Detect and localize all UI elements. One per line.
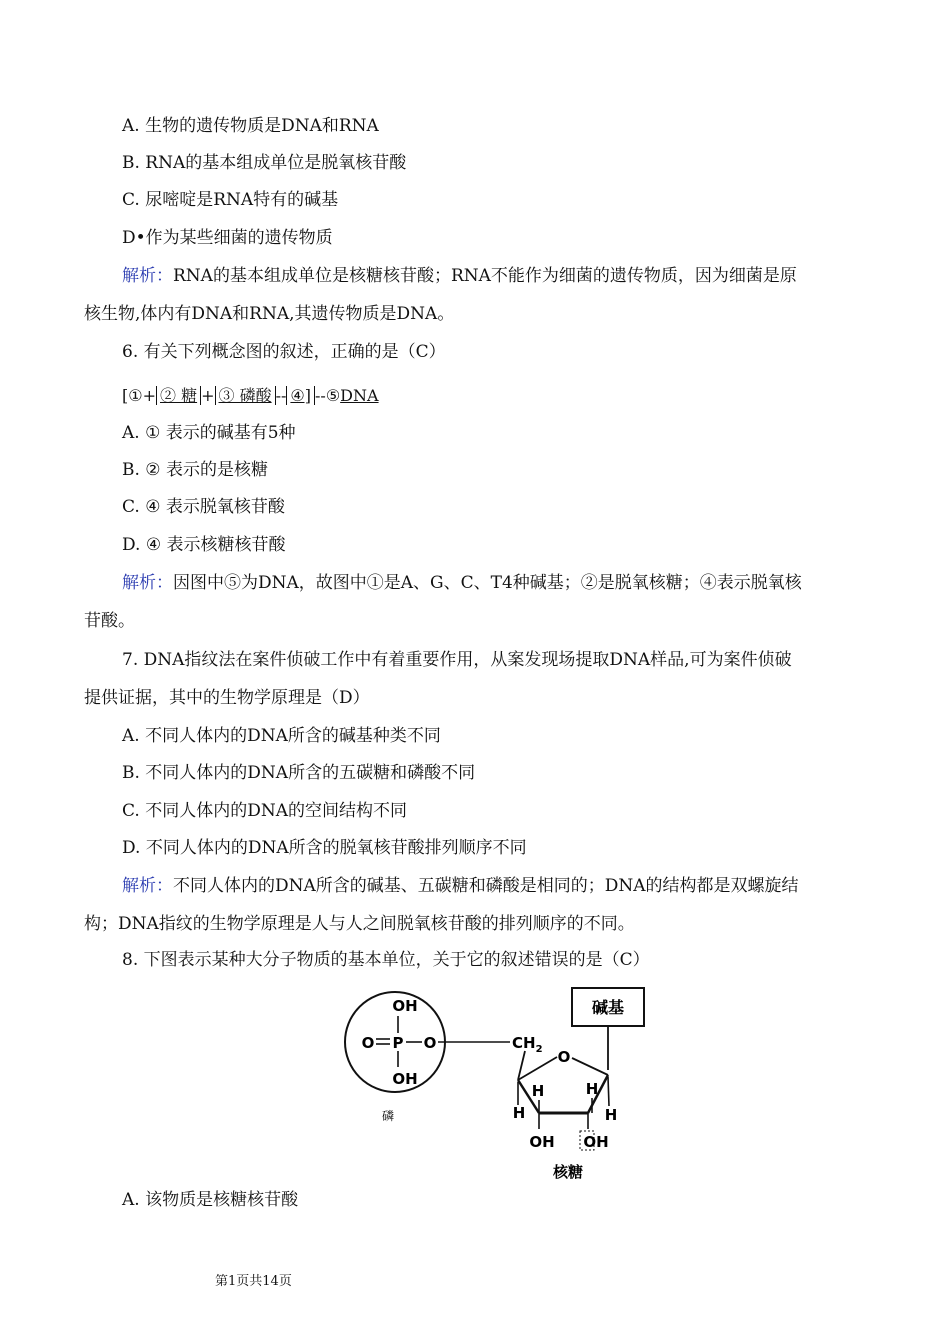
concept-phosphate-box: ③ 磷酸 — [215, 386, 276, 405]
h-left-lower: H — [512, 1104, 526, 1122]
phosphate-o-left: O — [361, 1034, 375, 1052]
q7-question: 7. DNA指纹法在案件侦破工作中有着重要作用，从案发现场提取DNA样品,可为案件侦破 — [122, 650, 792, 670]
q6-option-d: D. ④ 表示核糖核苷酸 — [122, 535, 286, 555]
q5-analysis-cont: 核生物,体内有DNA和RNA,其遗传物质是DNA。 — [84, 304, 455, 324]
concept-nucleotide-box: ④] — [286, 386, 315, 405]
q5-option-c: C. 尿嘧啶是RNA特有的碱基 — [122, 190, 339, 210]
h-right-lower: H — [604, 1106, 618, 1124]
q6-analysis-text: 因图中⑤为DNA，故图中①是A、G、C、T4种碱基；②是脱氧核糖；④表示脱氧核 — [173, 573, 802, 593]
concept-open: [①+ — [122, 386, 156, 405]
q7-option-b: B. 不同人体内的DNA所含的五碳糖和磷酸不同 — [122, 763, 476, 783]
oh-right: OH — [583, 1133, 609, 1151]
analysis-label: 解析： — [122, 876, 173, 896]
phosphate-o-right: O — [423, 1034, 437, 1052]
concept-sugar-box: ② 糖 — [156, 386, 201, 405]
q7-analysis-text: 不同人体内的DNA所含的碱基、五碳糖和磷酸是相同的；DNA的结构都是双螺旋结 — [173, 876, 799, 896]
q6-analysis — [122, 571, 802, 595]
concept-plus: + — [201, 386, 215, 405]
q8-question: 8. 下图表示某种大分子物质的基本单位，关于它的叙述错误的是（C） — [122, 950, 650, 970]
q8-option-a: A. 该物质是核糖核苷酸 — [122, 1190, 299, 1210]
q7-option-c: C. 不同人体内的DNA的空间结构不同 — [122, 801, 407, 821]
h-left-upper: H — [531, 1082, 545, 1100]
q7-question-cont: 提供证据，其中的生物学原理是（D） — [84, 688, 370, 708]
q7-option-d: D. 不同人体内的DNA所含的脱氧核苷酸排列顺序不同 — [122, 838, 527, 858]
oh-left: OH — [529, 1133, 555, 1151]
concept-dna: DNA — [340, 386, 379, 405]
concept-dash2: --⑤ — [315, 386, 341, 405]
q7-analysis — [122, 874, 799, 898]
q6-concept-map — [122, 384, 379, 408]
nucleotide-figure — [330, 985, 660, 1185]
q5-option-d: D•作为某些细菌的遗传物质 — [122, 228, 333, 248]
q6-analysis-cont: 苷酸。 — [84, 611, 135, 631]
phosphate-oh-top: OH — [392, 997, 418, 1015]
q6-question: 6. 有关下列概念图的叙述，正确的是（C） — [122, 342, 446, 362]
h-right-upper: H — [585, 1080, 599, 1098]
phosphate-caption: 磷 — [381, 1109, 395, 1123]
phosphate-oh-bottom: OH — [392, 1070, 418, 1088]
q5-option-a: A. 生物的遗传物质是DNA和RNA — [122, 116, 379, 136]
q7-analysis-cont: 构；DNA指纹的生物学原理是人与人之间脱氧核苷酸的排列顺序的不同。 — [84, 914, 635, 934]
q5-option-b: B. RNA的基本组成单位是脱氧核苷酸 — [122, 153, 407, 173]
q5-analysis — [122, 264, 797, 288]
analysis-label: 解析： — [122, 266, 173, 286]
ring-oxygen: O — [557, 1048, 571, 1066]
page-footer: 第1页共14页 — [215, 1274, 292, 1289]
concept-dash1: -- — [275, 386, 287, 405]
ch2-label: $CH_2$ — [512, 1034, 543, 1055]
q6-option-b: B. ② 表示的是核糖 — [122, 460, 268, 480]
q6-option-a: A. ① 表示的碱基有5种 — [122, 423, 296, 443]
base-label: 碱基 — [591, 998, 625, 1017]
q6-option-c: C. ④ 表示脱氧核苷酸 — [122, 497, 285, 517]
analysis-label: 解析： — [122, 573, 173, 593]
phosphate-p: P — [392, 1034, 404, 1052]
q7-option-a: A. 不同人体内的DNA所含的碱基种类不同 — [122, 726, 441, 746]
sugar-caption: 核糖 — [552, 1163, 584, 1181]
q5-analysis-text: RNA的基本组成单位是核糖核苷酸；RNA不能作为细菌的遗传物质，因为细菌是原 — [173, 266, 797, 286]
